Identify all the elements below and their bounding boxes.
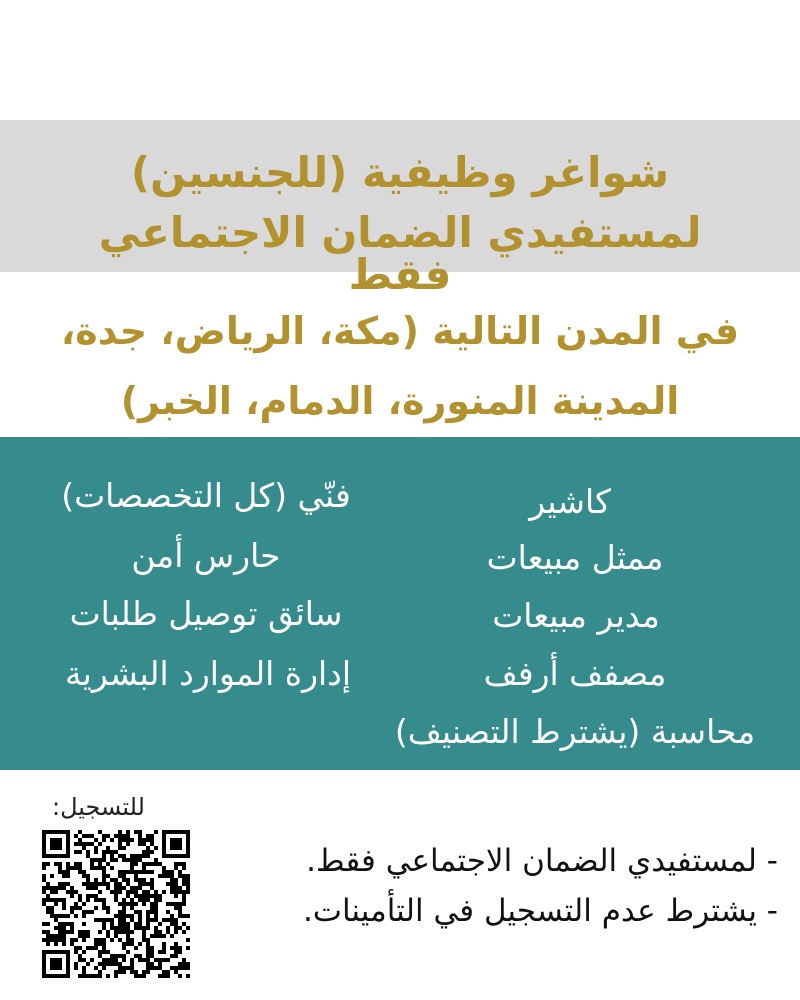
job-technician: فنّي (كل التخصصات) — [61, 476, 351, 515]
title-banner — [0, 120, 800, 299]
job-sales-rep: ممثل مبيعات — [486, 538, 664, 577]
note-insurance: - يشترط عدم التسجيل في التأمينات. — [302, 893, 778, 929]
title-line-1: شواغر وظيفية (للجنسين) — [130, 148, 670, 197]
job-security-guard: حارس أمن — [131, 536, 281, 575]
cities-line-1: في المدن التالية (مكة، الرياض، جدة، — [60, 309, 740, 353]
job-delivery-driver: سائق توصيل طلبات — [69, 594, 343, 633]
title-line-2: لمستفيدي الضمان الاجتماعي فقط — [98, 208, 702, 299]
note-eligibility: - لمستفيدي الضمان الاجتماعي فقط. — [306, 843, 778, 879]
job-shelf-stocker: مصفف أرفف — [483, 654, 667, 693]
job-hr: إدارة الموارد البشرية — [64, 654, 352, 693]
cities-text — [0, 296, 800, 436]
cities-line-2: المدينة المنورة، الدمام، الخبر) — [120, 379, 680, 423]
qr-code[interactable] — [42, 830, 190, 978]
register-label: للتسجيل: — [52, 793, 145, 821]
job-accountant: محاسبة (يشترط التصنيف) — [394, 712, 756, 751]
job-cashier: كاشير — [529, 482, 611, 521]
job-sales-manager: مدير مبيعات — [492, 596, 660, 635]
jobs-panel — [0, 437, 800, 770]
